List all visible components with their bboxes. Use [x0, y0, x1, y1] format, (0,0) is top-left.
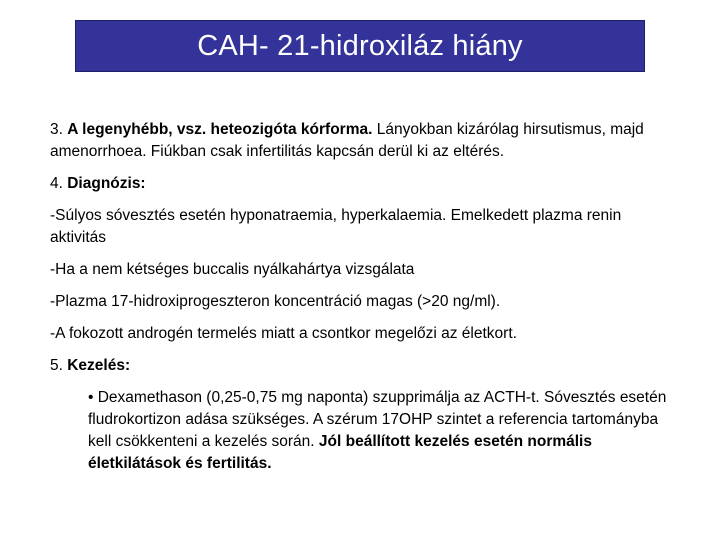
title-bar — [75, 20, 645, 72]
section-treatment — [50, 355, 680, 377]
paragraph-text: Lányokban kizárólag hirsutismus, majd amenorrhoea. Fiúkban csak infertilitás kapcsán derül ki az eltérés. — [50, 121, 644, 160]
paragraph-mildest-form — [50, 119, 680, 163]
treatment-bold-conclusion: Jól beállított kezelés esetén normális életkilátások és fertilitás. — [88, 433, 592, 472]
slide-body — [50, 119, 680, 475]
section-number: 4. — [50, 175, 68, 192]
diagnosis-item-salt-wasting: -Súlyos sóvesztés esetén hyponatraemia, hyperkalaemia. Emelkedett plazma renin aktivitás — [50, 207, 622, 246]
diagnosis-item-buccal: -Ha a nem kétséges buccalis nyálkahártya vizsgálata — [50, 261, 415, 278]
section-diagnosis — [50, 173, 680, 195]
treatment-text: Dexamethason (0,25-0,75 mg naponta) szupprimálja az ACTH-t. Sóvesztés esetén fludrokortizon adása szükséges. A szérum 17OHP szintet a referencia tartományba kell csökkenteni a kezelés során. — [88, 389, 667, 450]
slide-title: CAH- 21-hidroxiláz hiány — [197, 29, 523, 62]
paragraph-bold-heading: A legenyhébb, vsz. heteozigóta kórforma. — [67, 121, 373, 138]
section-heading: Diagnózis: — [67, 175, 146, 192]
diagnosis-item-bone-age: -A fokozott androgén termelés miatt a csontkor megelőzi az életkort. — [50, 325, 517, 342]
treatment-bullet — [88, 387, 668, 475]
section-number: 5. — [50, 357, 68, 374]
section-heading: Kezelés: — [67, 357, 131, 374]
paragraph-number: 3. — [50, 121, 68, 138]
bullet-marker: • — [88, 389, 98, 406]
diagnosis-item-17ohp: -Plazma 17-hidroxiprogeszteron koncentráció magas (>20 ng/ml). — [50, 293, 501, 310]
